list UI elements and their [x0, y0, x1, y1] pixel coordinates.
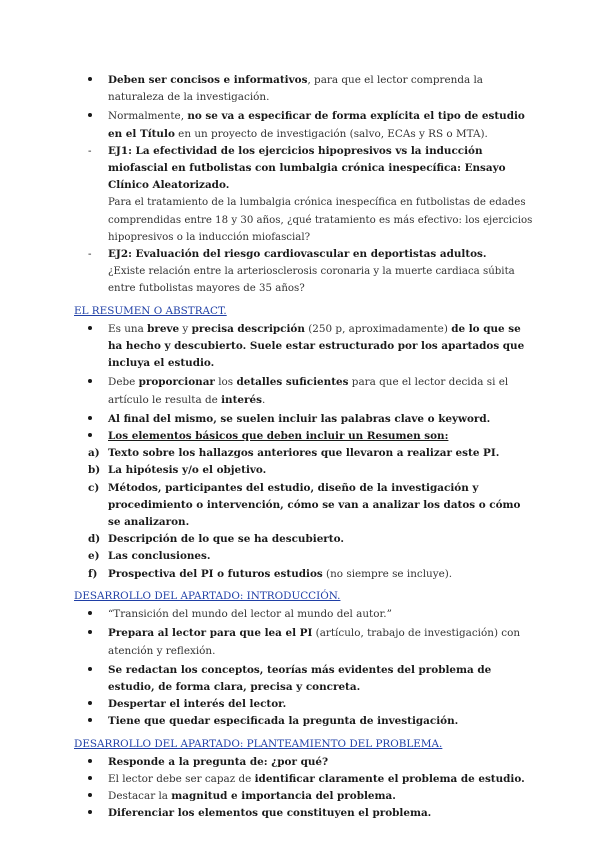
- list-item-text: Métodos, participantes del estudio, diseño de la investigación y procedimiento o intervención, cómo se van a analizar los datos o cómo se analizaron.: [108, 481, 521, 529]
- bullet-dot-icon: [74, 374, 108, 391]
- abstract-item-d: [74, 531, 534, 548]
- text-run: “Transición del mundo del lector al mundo del autor.”: [108, 608, 392, 621]
- bold-phrase: precisa descripción: [191, 322, 305, 335]
- bullet-dot-icon: [74, 662, 108, 679]
- bold-phrase: Despertar el interés del lector.: [108, 698, 287, 711]
- bold-phrase: proporcionar: [138, 376, 215, 389]
- plant-bullet-1: [74, 754, 534, 771]
- bold-phrase: Deben ser concisos e informativos: [108, 74, 308, 86]
- text-run: El lector debe ser capaz de: [108, 772, 255, 785]
- bullet-dot-icon: [74, 771, 108, 788]
- intro-bullet-title: [74, 108, 534, 142]
- bold-phrase: Los elementos básicos que deben incluir un Resumen son:: [108, 430, 449, 443]
- bold-phrase: magnitud e importancia del problema.: [171, 790, 396, 803]
- bullet-dot-icon: [74, 754, 108, 771]
- heading-abstract[interactable]: EL RESUMEN O ABSTRACT.: [74, 304, 227, 317]
- list-letter: b): [88, 464, 101, 477]
- text-run: para que el lector decida si el artículo le resulta de: [108, 376, 509, 406]
- bullet-dot-icon: [74, 428, 108, 445]
- intro-section-bullet-3: [74, 662, 534, 696]
- bullet-dot-icon: [74, 696, 108, 713]
- text-run: los: [214, 376, 237, 389]
- list-item-text: La hipótesis y/o el objetivo.: [108, 464, 267, 477]
- bold-phrase: Prospectiva del PI o futuros estudios: [108, 567, 323, 580]
- bold-phrase: Tiene que quedar especificada la pregunta de investigación.: [108, 715, 459, 728]
- heading-planteamiento[interactable]: DESARROLLO DEL APARTADO: PLANTEAMIENTO DEL PROBLEMA.: [74, 737, 443, 750]
- dash-marker: -: [88, 144, 92, 157]
- abstract-bullet-elements: [74, 428, 534, 445]
- plant-bullet-2: [74, 771, 534, 788]
- heading-introduccion[interactable]: DESARROLLO DEL APARTADO: INTRODUCCIÓN.: [74, 589, 341, 602]
- bold-phrase: Se redactan los conceptos, teorías más evidentes del problema de estudio, de forma clara, precisa y concreta.: [108, 663, 492, 693]
- list-item-text: Texto sobre los hallazgos anteriores que llevaron a realizar este PI.: [108, 447, 500, 460]
- text-run: (no siempre se incluye).: [322, 567, 453, 580]
- text-run: y: [179, 322, 192, 335]
- intro-section-bullet-5: [74, 713, 534, 730]
- plant-bullet-4: [74, 805, 534, 822]
- example-1-title: EJ1: La efectividad de los ejercicios hipopresivos vs la inducción miofascial en futbolistas con lumbalgia crónica inespecífica: Ensayo Clínico Aleatorizado.: [108, 144, 506, 192]
- list-item-text: Descripción de lo que se ha descubierto.: [108, 533, 344, 546]
- example-1-question: Para el tratamiento de la lumbalgia crónica inespecífica en futbolistas de edades comprendidas entre 18 y 30 años, ¿qué tratamiento es más efectivo: los ejercicios hipopresivos o la inducción miofascial?: [108, 197, 533, 243]
- text-run: (250 p, aproximadamente): [304, 322, 452, 335]
- bullet-dot-icon: [74, 108, 108, 125]
- text-run: Debe: [108, 376, 139, 389]
- bold-phrase: identificar claramente el problema de estudio.: [254, 772, 525, 785]
- bullet-dot-icon: [74, 411, 108, 428]
- bold-phrase: breve: [147, 322, 180, 335]
- bullet-dot-icon: [74, 606, 108, 623]
- abstract-bullet-description: [74, 321, 534, 373]
- text-run: , para que el lector comprenda la naturaleza de la investigación.: [108, 74, 483, 104]
- bullet-dot-icon: [74, 713, 108, 730]
- list-letter: d): [88, 533, 101, 546]
- list-letter: f): [88, 567, 98, 580]
- bullet-dot-icon: [74, 72, 108, 89]
- bold-phrase: detalles suficientes: [236, 376, 349, 389]
- abstract-item-b: [74, 462, 534, 479]
- example-1: [74, 143, 534, 246]
- intro-section-bullet-4: [74, 696, 534, 713]
- document-page: [74, 72, 534, 823]
- plant-bullet-3: [74, 788, 534, 805]
- bullet-dot-icon: [74, 788, 108, 805]
- text-run: .: [261, 393, 266, 406]
- list-letter: e): [88, 550, 100, 563]
- text-run: en un proyecto de investigación (salvo, ECAs y RS o MTA).: [174, 127, 488, 140]
- abstract-bullet-details: [74, 374, 534, 408]
- bold-phrase: Prepara al lector para que lea el PI: [108, 627, 313, 640]
- text-run: (artículo, trabajo de investigación) con atención y reflexión.: [108, 627, 521, 657]
- bullet-dot-icon: [74, 625, 108, 642]
- text-run: Destacar la: [108, 790, 172, 803]
- bold-phrase: interés: [221, 393, 262, 406]
- text-run: Es una: [108, 322, 148, 335]
- bold-phrase: de lo que se ha hecho y descubierto. Suele estar estructurado por los apartados que incluya el estudio.: [108, 322, 525, 370]
- abstract-item-c: [74, 480, 534, 532]
- abstract-bullet-keywords: [74, 411, 534, 428]
- bullet-dot-icon: [74, 805, 108, 822]
- list-item-text: Las conclusiones.: [108, 550, 211, 563]
- list-letter: a): [88, 447, 100, 460]
- example-2-title: EJ2: Evaluación del riesgo cardiovascular en deportistas adultos.: [108, 248, 487, 261]
- bullet-dot-icon: [74, 321, 108, 338]
- bold-phrase: Responde a la pregunta de: ¿por qué?: [108, 755, 329, 768]
- intro-bullet-concise: [74, 72, 534, 106]
- bold-phrase: Diferenciar los elementos que constituyen el problema.: [108, 807, 432, 820]
- abstract-item-a: [74, 445, 534, 462]
- example-2-question: ¿Existe relación entre la arteriosclerosis coronaria y la muerte cardiaca súbita entre futbolistas mayores de 35 años?: [108, 266, 515, 295]
- abstract-item-f: [74, 566, 534, 583]
- intro-section-bullet-2: [74, 625, 534, 659]
- dash-marker: -: [88, 248, 92, 261]
- intro-section-bullet-1: [74, 606, 534, 623]
- bold-phrase: Al final del mismo, se suelen incluir las palabras clave o keyword.: [108, 412, 491, 425]
- list-letter: c): [88, 481, 100, 494]
- example-2: [74, 246, 534, 298]
- text-run: Normalmente,: [108, 110, 188, 123]
- bold-phrase: no se va a especificar de forma explícita el tipo de estudio en el Título: [108, 110, 525, 140]
- abstract-item-e: [74, 548, 534, 565]
